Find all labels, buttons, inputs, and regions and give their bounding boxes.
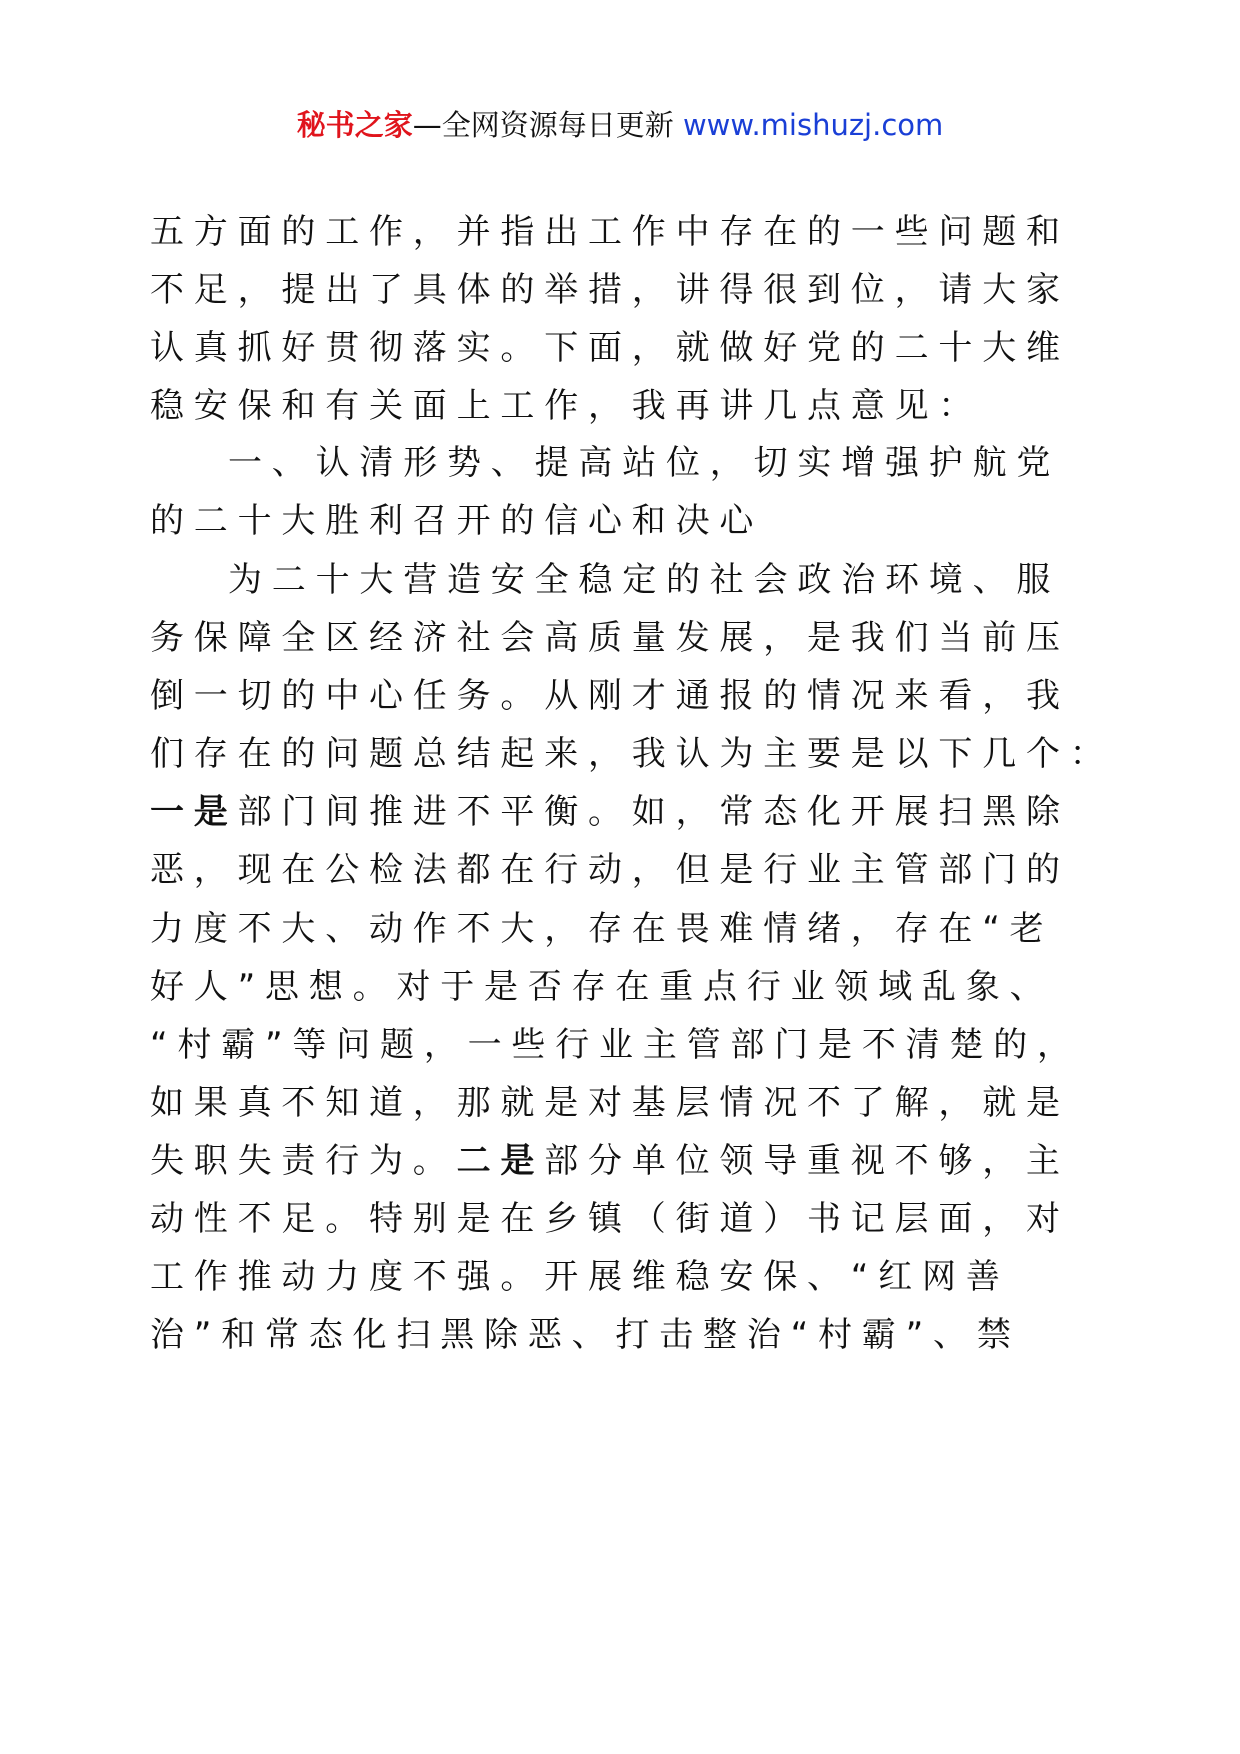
emphasis-text: 二是: [456, 1141, 545, 1181]
text-line: [150, 618, 1070, 658]
text-segment: 务保障全区经济社会高质量发展，是我们当前压: [150, 618, 1070, 658]
text-line: [150, 1083, 1070, 1123]
text-line: [228, 560, 1060, 600]
text-line: [150, 1199, 1070, 1239]
text-segment: 认真抓好贯彻落实。下面，就做好党的二十大维: [150, 328, 1070, 368]
text-line: [150, 1141, 1070, 1181]
text-line: [150, 1257, 1010, 1297]
text-segment: 的二十大胜利召开的信心和决心: [150, 501, 764, 541]
text-line: [150, 212, 1070, 252]
text-segment: 为二十大营造安全稳定的社会政治环境、服: [228, 560, 1061, 600]
text-segment: 工作推动力度不强。开展维稳安保、“红网善: [150, 1257, 1010, 1297]
text-line: [150, 270, 1070, 310]
text-line: [150, 676, 1070, 716]
text-segment: 稳安保和有关面上工作，我再讲几点意见：: [150, 386, 983, 426]
text-segment: 五方面的工作，并指出工作中存在的一些问题和: [150, 212, 1070, 252]
text-segment: 们存在的问题总结起来，我认为主要是以下几个：: [150, 734, 1114, 774]
text-segment: 治”和常态化扫黑除恶、打击整治“村霸”、禁: [150, 1315, 1021, 1355]
text-segment: 恶，现在公检法都在行动，但是行业主管部门的: [150, 850, 1070, 890]
site-url: www.mishuzj.com: [682, 108, 944, 142]
text-segment: 动性不足。特别是在乡镇（街道）书记层面，对: [150, 1199, 1070, 1239]
text-line: [150, 1025, 1081, 1065]
text-line: [150, 792, 1070, 832]
site-brand: 秘书之家: [296, 108, 413, 142]
text-line: [150, 909, 1053, 949]
text-segment: 如果真不知道，那就是对基层情况不了解，就是: [150, 1083, 1070, 1123]
site-tagline: —全网资源每日更新: [412, 108, 674, 142]
text-segment: 失职失责行为。: [150, 1141, 457, 1181]
text-line: [150, 850, 1070, 890]
text-segment: 一、认清形势、提高站位，切实增强护航党: [228, 443, 1061, 483]
text-line: [150, 328, 1070, 368]
page-header: [0, 100, 1240, 150]
text-segment: 部门间推进不平衡。如，常态化开展扫黑除: [237, 792, 1070, 832]
text-line: [150, 734, 1114, 774]
text-segment: 不足，提出了具体的举措，讲得很到位，请大家: [150, 270, 1070, 310]
text-line: [150, 501, 763, 541]
text-segment: 力度不大、动作不大，存在畏难情绪，存在“老: [150, 909, 1054, 949]
text-segment: 好人”思想。对于是否存在重点行业领域乱象、: [150, 967, 1054, 1007]
text-line: [150, 967, 1053, 1007]
text-line: [150, 1315, 1021, 1355]
emphasis-text: 一是: [150, 792, 238, 832]
text-segment: 倒一切的中心任务。从刚才通报的情况来看，我: [150, 676, 1070, 716]
text-segment: 部分单位领导重视不够，主: [544, 1141, 1070, 1181]
text-line: [150, 386, 982, 426]
text-segment: “村霸”等问题，一些行业主管部门是不清楚的，: [150, 1025, 1081, 1065]
text-line: [228, 443, 1060, 483]
